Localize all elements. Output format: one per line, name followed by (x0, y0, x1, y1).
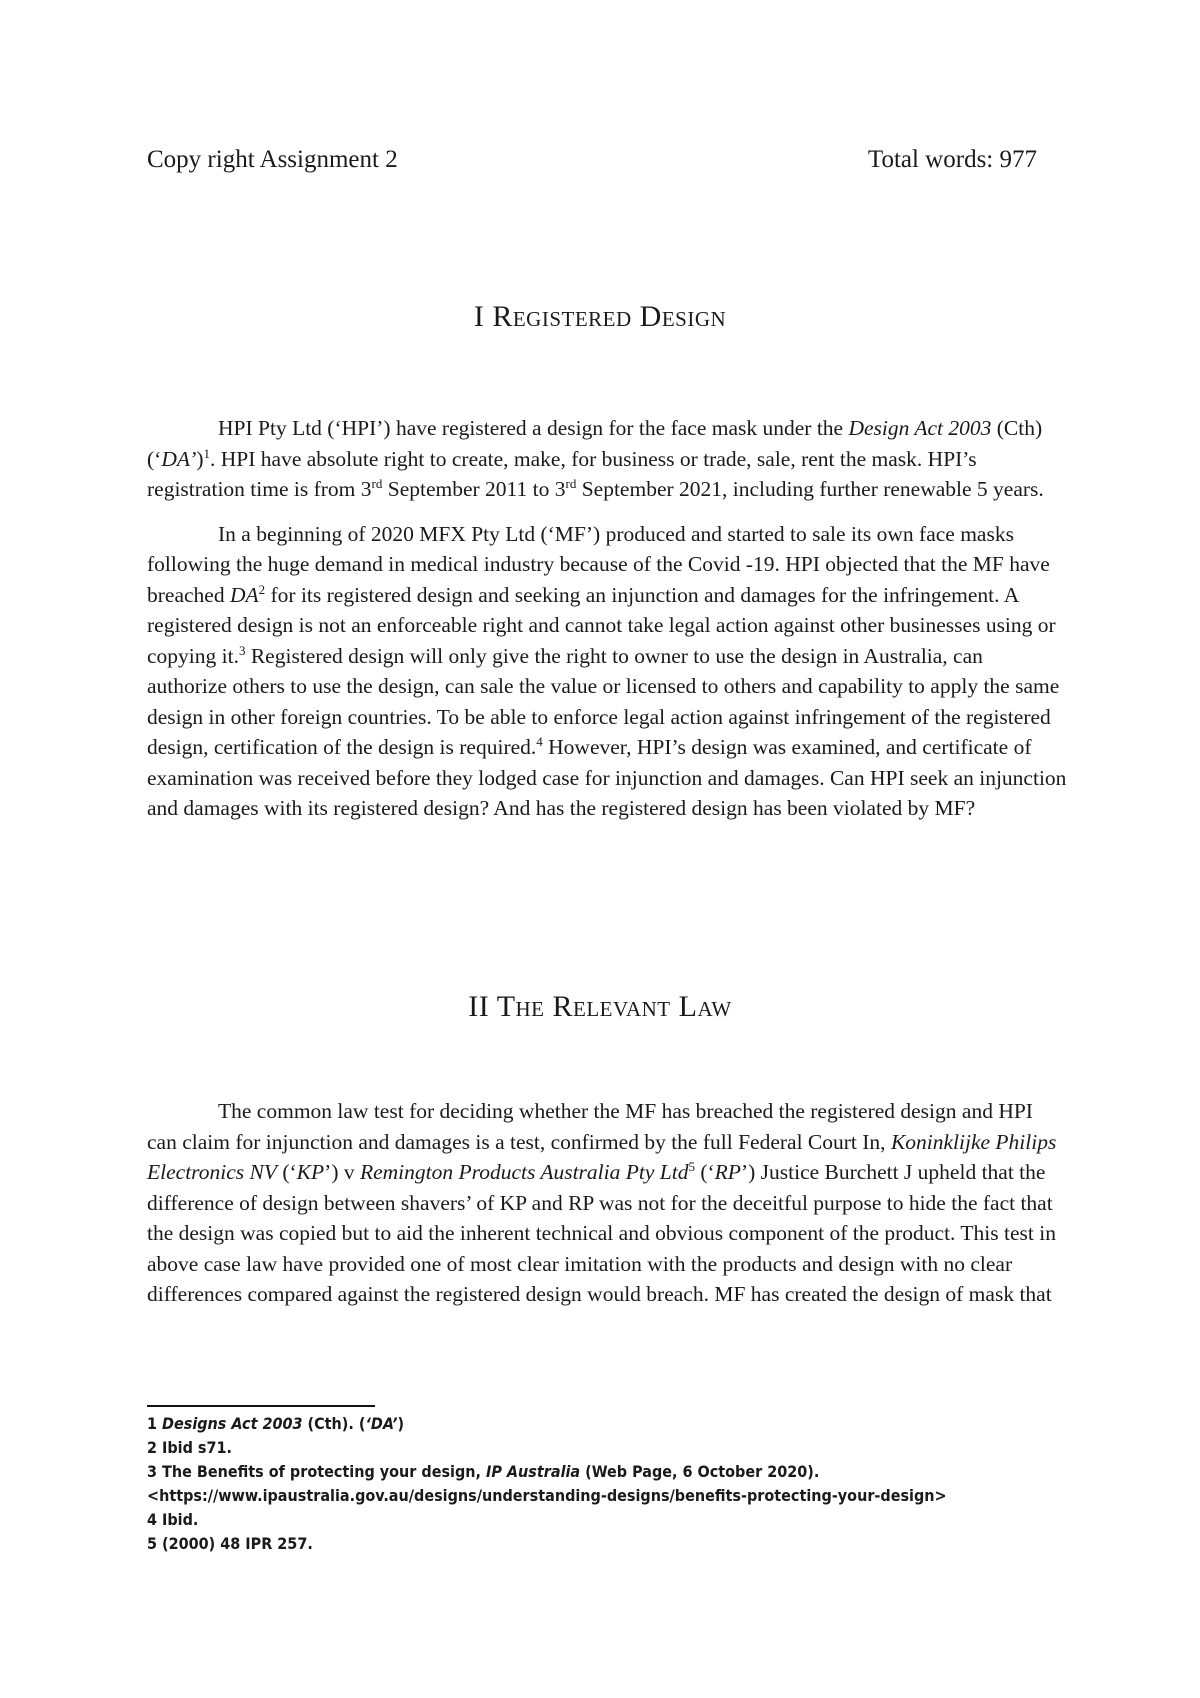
footnote-4: 4 Ibid. (147, 1510, 199, 1529)
section-registered-design-body (147, 413, 1067, 838)
footnote-5: 5 (2000) 48 IPR 257. (147, 1534, 313, 1553)
paragraph: The common law test for deciding whether the MF has breached the registered design and HPI can claim for injunction and damages is a test, confirmed by the full Federal Court In, Koninklijke Philips Electronics NV (‘KP’) v Remington Products Australia Pty Ltd$^5$ (‘RP’) Justice Burchett J upheld that the difference of design between shavers’ of KP and RP was not for the deceitful purpose to hide the fact that the design was copied but to aid the inherent technical and obvious component of the product. This test in above case law have provided one of most clear imitation with the products and design with no clear differences compared against the registered design would breach. MF has created the design of mask that (147, 1099, 1057, 1306)
footnote-3-url: <https://www.ipaustralia.gov.au/designs/understanding-designs/benefits-protecting-your-design> (147, 1486, 947, 1505)
section-heading-registered-design: I Registered Design (473, 300, 727, 333)
footnote-ref: 3 (238, 642, 246, 658)
word-count: Total words: 977 (867, 146, 1037, 173)
paragraph: HPI Pty Ltd (‘HPI’) have registered a design for the face mask under the Design Act 2003 (Cth) (‘DA’)$^1$. HPI have absolute right to create, make, for business or trade, sale, rent the mask. HPI’s registration time is from 3rd September 2011 to 3rd September 2021, including further renewable 5 years. (147, 416, 1044, 501)
footnote-ref: 1 (203, 445, 211, 461)
footnote-separator (147, 1405, 375, 1407)
footnotes (147, 1412, 1047, 1556)
footnote-ref: 2 (258, 581, 266, 597)
footnote-2: 2 Ibid s71. (147, 1438, 232, 1457)
page-header (147, 146, 1037, 174)
section-relevant-law-body (147, 1096, 1067, 1324)
footnote-1: 1 Designs Act 2003 (Cth). (‘DA’) (147, 1414, 405, 1433)
footnote-ref: 5 (688, 1158, 695, 1174)
paragraph: In a beginning of 2020 MFX Pty Ltd (‘MF’) produced and started to sale its own face masks following the huge demand in medical industry because of the Covid -19. HPI objected that the MF have breached $DA^2$ for its registered design and seeking an injunction and damages for the infringement. A registered design is not an enforceable right and cannot take legal action against other businesses using or copying it.$^3$ Registered design will only give the right to owner to use the design in Australia, can authorize others to use the design, can sale the value or licensed to others and capability to apply the same design in other foreign countries. To be able to enforce legal action against infringement of the registered design, certification of the design is required.$^4$ However, HPI’s design was examined, and certificate of examination was received before they lodged case for injunction and damages. Can HPI seek an injunction and damages with its registered design? And has the registered design has been violated by MF? (147, 521, 1067, 820)
section-heading-relevant-law: II The Relevant Law (468, 990, 732, 1023)
footnote-ref: 4 (536, 733, 543, 749)
footnote-3: 3 The Benefits of protecting your design, IP Australia (Web Page, 6 October 2020). (147, 1462, 820, 1481)
assignment-title: Copy right Assignment 2 (147, 146, 398, 173)
